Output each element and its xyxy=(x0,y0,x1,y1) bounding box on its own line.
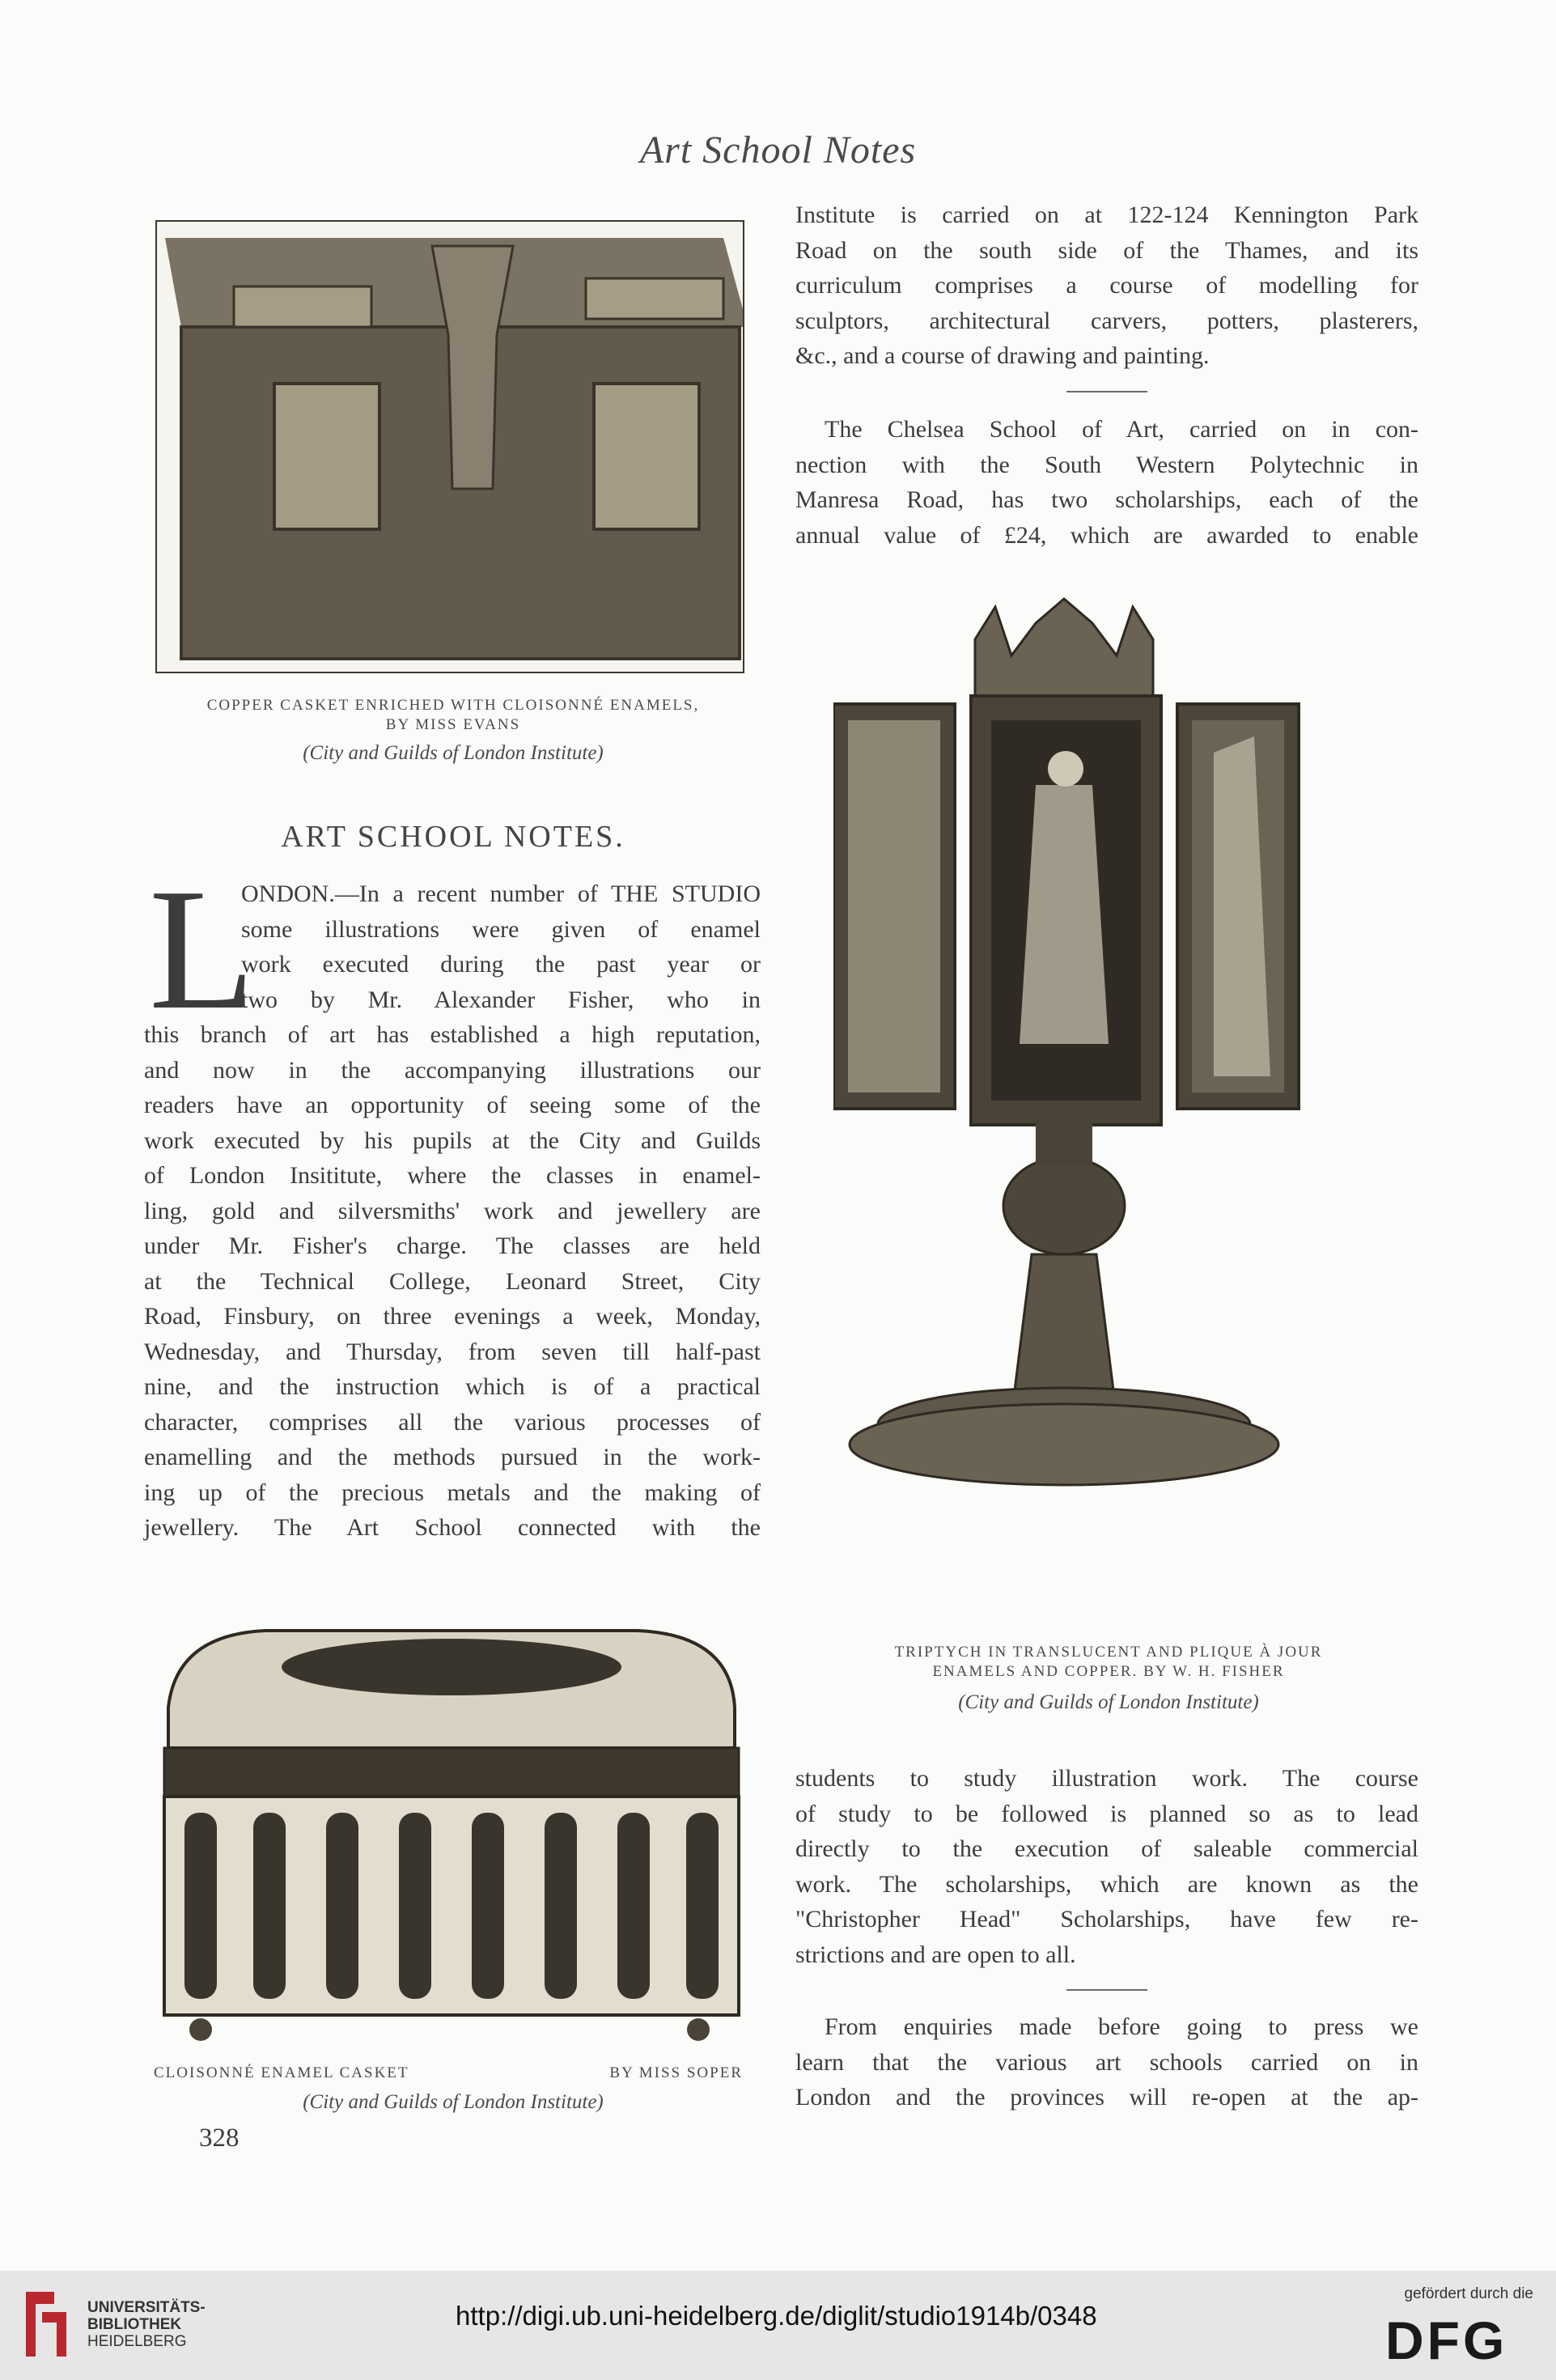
right-paragraph-3 xyxy=(795,1761,1418,1972)
body-line: &c., and a course of drawing and painting. xyxy=(795,342,1210,369)
section-divider xyxy=(1066,391,1147,392)
body-line: annual value of £24, which are awarded to enable xyxy=(795,521,1418,549)
body-line: jewellery. The Art School connected with the xyxy=(144,1514,761,1541)
body-line: this branch of art has established a high reputation, xyxy=(144,1021,761,1048)
page-number: 328 xyxy=(199,2123,240,2153)
credit-triptych: (City and Guilds of London Institute) xyxy=(958,1691,1259,1713)
caption-line: COPPER CASKET ENRICHED WITH CLOISONNÉ ENAMELS, xyxy=(206,697,700,714)
body-line: The Chelsea School of Art, carried on in con- xyxy=(825,416,1418,443)
photo-cloisonne-casket xyxy=(152,1618,747,2043)
caption-triptych xyxy=(797,1643,1420,1682)
copper-casket-illustration xyxy=(157,222,743,672)
body-line: at the Technical College, Leonard Street, City xyxy=(144,1267,761,1295)
body-line: sculptors, architectural carvers, potters, plasterers, xyxy=(795,307,1418,334)
body-line: readers have an opportunity of seeing some of the xyxy=(144,1092,761,1118)
right-paragraph-4 xyxy=(795,2009,1418,2115)
intro-line: some illustrations were given of enamel xyxy=(241,915,761,943)
body-line: ing up of the precious metals and the making of xyxy=(144,1478,761,1506)
drop-cap: L xyxy=(149,852,256,1046)
caption-cloisonne-casket-right: BY MISS SOPER xyxy=(609,2064,743,2081)
funded-by-text: gefördert durch die xyxy=(1404,2285,1533,2302)
caption-line: TRIPTYCH IN TRANSLUCENT AND PLIQUE À JOUR xyxy=(894,1644,1323,1661)
body-line: under Mr. Fisher's charge. The classes are held xyxy=(144,1232,761,1259)
library-line: BIBLIOTHEK xyxy=(87,2316,182,2333)
photo-copper-casket xyxy=(155,220,744,673)
body-line: strictions and are open to all. xyxy=(795,1941,1076,1968)
body-line: Road, Finsbury, on three evenings a week, Monday, xyxy=(144,1303,761,1330)
library-name xyxy=(87,2299,206,2350)
body-line: ling, gold and silversmiths' work and jewellery are xyxy=(144,1197,761,1224)
caption-line: BY MISS EVANS xyxy=(385,716,521,733)
body-line: students to study illustration work. The course xyxy=(795,1765,1418,1792)
body-line: Wednesday, and Thursday, from seven till half-past xyxy=(144,1338,761,1365)
library-logo-icon xyxy=(18,2284,73,2365)
body-line: curriculum comprises a course of modelling for xyxy=(795,272,1418,299)
caption-copper-casket xyxy=(129,696,777,735)
credit-copper-casket: (City and Guilds of London Institute) xyxy=(303,742,604,764)
intro-line: work executed during the past year or xyxy=(241,951,761,978)
body-line: and now in the accompanying illustrations our xyxy=(144,1056,761,1084)
running-head: Art School Notes xyxy=(639,129,917,172)
body-line: of London Insititute, where the classes in enamel- xyxy=(144,1162,761,1189)
caption-cloisonne-casket-left: CLOISONNÉ ENAMEL CASKET xyxy=(154,2064,409,2081)
library-line: HEIDELBERG xyxy=(87,2333,187,2350)
right-paragraph-1 xyxy=(795,197,1418,374)
section-divider xyxy=(1066,1989,1147,1991)
body-line: of study to be followed is planned so as to lead xyxy=(795,1800,1418,1827)
body-line: nine, and the instruction which is of a practical xyxy=(144,1373,761,1400)
intro-line: two by Mr. Alexander Fisher, who in xyxy=(241,986,761,1013)
cloisonne-casket-illustration xyxy=(152,1618,747,2043)
body-line: work executed by his pupils at the City and Guilds xyxy=(144,1126,761,1154)
dfg-logo: DFG xyxy=(1385,2310,1508,2370)
body-line: London and the provinces will re-open at the ap- xyxy=(795,2084,1418,2111)
body-line: From enquiries made before going to press we xyxy=(825,2013,1418,2040)
body-line: "Christopher Head" Scholarships, have few re- xyxy=(795,1906,1418,1932)
library-line: UNIVERSITÄTS- xyxy=(87,2299,206,2316)
footer-bar xyxy=(0,2271,1556,2380)
triptych-illustration xyxy=(833,591,1384,1635)
body-line: directly to the execution of saleable commercial xyxy=(795,1835,1418,1862)
intro-line: ONDON.—In a recent number of THE STUDIO xyxy=(241,880,761,907)
body-line: enamelling and the methods pursued in the work- xyxy=(144,1444,761,1470)
credit-cloisonne-casket: (City and Guilds of London Institute) xyxy=(303,2091,604,2113)
body-line: Manresa Road, has two scholarships, each of the xyxy=(795,486,1418,513)
body-line: nection with the South Western Polytechnic in xyxy=(795,451,1418,478)
body-paragraph-left xyxy=(144,1017,761,1546)
caption-line: ENAMELS AND COPPER. BY W. H. FISHER xyxy=(932,1663,1285,1680)
intro-paragraph xyxy=(241,876,761,1017)
right-paragraph-2 xyxy=(795,412,1418,553)
photo-triptych xyxy=(833,591,1384,1635)
body-line: learn that the various art schools carried on in xyxy=(795,2048,1418,2076)
source-url-link[interactable]: http://digi.ub.uni-heidelberg.de/diglit/studio1914b/0348 xyxy=(456,2301,1097,2331)
body-line: Road on the south side of the Thames, and its xyxy=(795,236,1418,264)
body-line: character, comprises all the various processes of xyxy=(144,1408,761,1436)
article-heading: ART SCHOOL NOTES. xyxy=(281,820,625,854)
body-line: work. The scholarships, which are known as the xyxy=(795,1870,1418,1898)
body-line: Institute is carried on at 122-124 Kennington Park xyxy=(795,202,1418,228)
